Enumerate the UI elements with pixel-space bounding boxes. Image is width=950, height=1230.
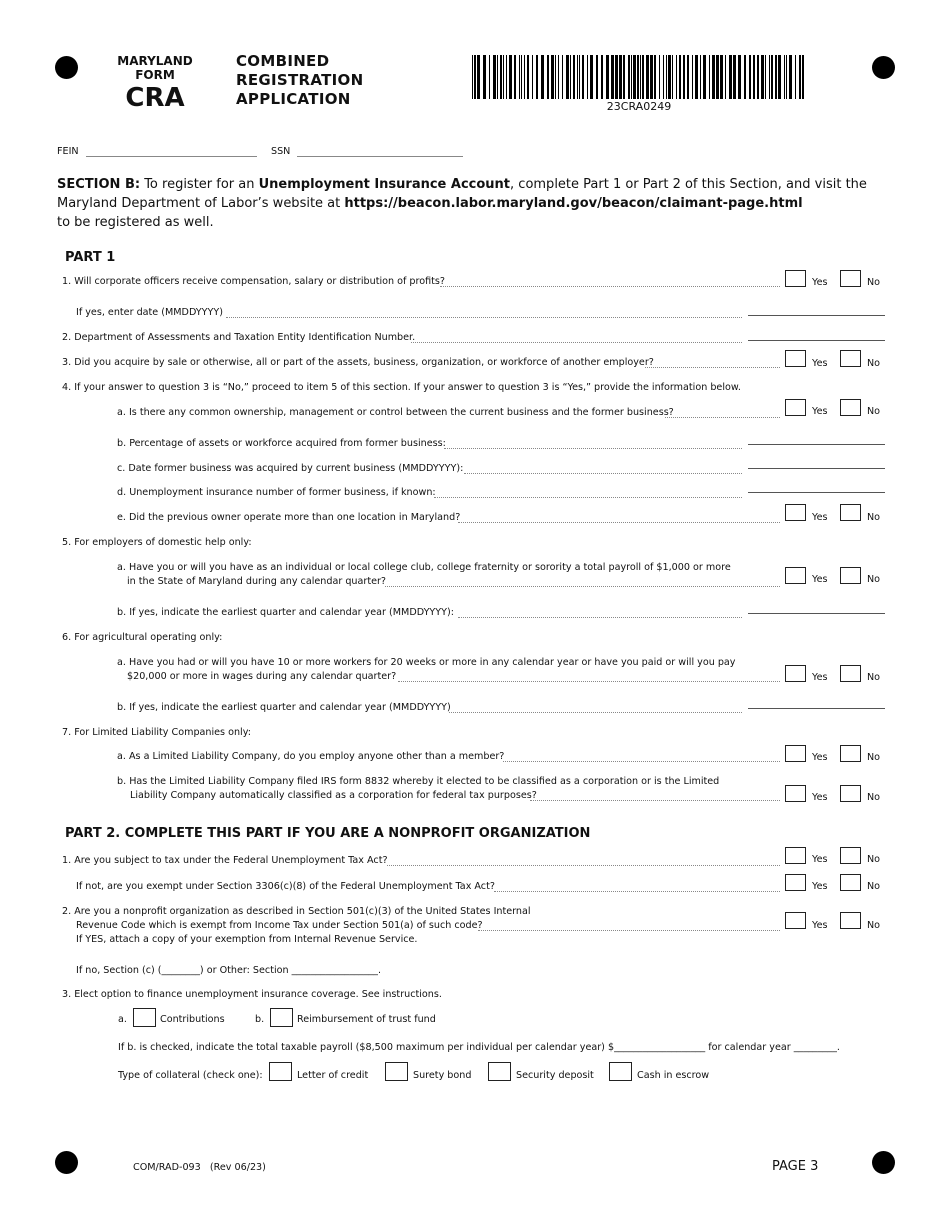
q6a-yes-checkbox[interactable] xyxy=(785,665,806,682)
q4e-yes-checkbox[interactable] xyxy=(785,504,806,521)
barcode-bar xyxy=(566,55,569,99)
barcode-bar xyxy=(555,55,556,99)
section-b-account: Unemployment Insurance Account xyxy=(258,177,511,192)
q7b-text-line-2: Liability Company automatically classified as a corporation for federal tax purposes? xyxy=(130,790,537,801)
option-b-letter: b. xyxy=(255,1014,265,1025)
section-b-intro xyxy=(57,175,917,232)
q4a-no-checkbox[interactable] xyxy=(840,399,861,416)
fein-field[interactable] xyxy=(86,156,257,157)
q7b-yes-checkbox[interactable] xyxy=(785,785,806,802)
no-label: No xyxy=(867,752,881,763)
barcode-bar xyxy=(765,55,766,99)
barcode-bar xyxy=(483,55,486,99)
q6-text: 6. For agricultural operating only: xyxy=(62,632,223,643)
contributions-label: Contributions xyxy=(160,1014,225,1025)
barcode-bar xyxy=(749,55,751,99)
barcode-bar xyxy=(799,55,801,99)
leader xyxy=(503,761,780,762)
leader xyxy=(444,448,742,449)
q4c-text: c. Date former business was acquired by current business (MMDDYYYY): xyxy=(117,463,464,474)
barcode-bar xyxy=(623,55,625,99)
security-deposit-label: Security deposit xyxy=(516,1070,594,1081)
barcode-bar xyxy=(687,55,689,99)
form-code: CRA xyxy=(125,83,185,113)
q4a-yes-checkbox[interactable] xyxy=(785,399,806,416)
no-label: No xyxy=(867,574,881,585)
leader xyxy=(530,800,780,801)
q6b-quarter-field[interactable] xyxy=(748,708,885,709)
labor-website-link[interactable]: https://beacon.labor.maryland.gov/beacon/claimant-page.html xyxy=(344,196,803,211)
barcode-bar xyxy=(666,55,667,99)
p2-q1-sub-no-checkbox[interactable] xyxy=(840,874,861,891)
q4c-date-field[interactable] xyxy=(748,468,885,469)
page-number: PAGE 3 xyxy=(772,1159,819,1174)
q2-text: 2. Department of Assessments and Taxation Entity Identification Number. xyxy=(62,332,416,343)
barcode-bar xyxy=(672,55,673,99)
q6a-text-line-1: a. Have you had or will you have 10 or more workers for 20 weeks or more in any calendar year or have you paid or will you pay xyxy=(117,657,736,668)
barcode-bar xyxy=(477,55,480,99)
q6a-no-checkbox[interactable] xyxy=(840,665,861,682)
barcode-bar xyxy=(582,55,584,99)
q4d-ui-number-field[interactable] xyxy=(748,492,885,493)
p2-q3-text: 3. Elect option to finance unemployment insurance coverage. See instructions. xyxy=(62,989,442,1000)
no-label: No xyxy=(867,792,881,803)
surety-bond-checkbox[interactable] xyxy=(385,1062,408,1081)
no-label: No xyxy=(867,406,881,417)
form-title-line-2: REGISTRATION xyxy=(236,71,364,89)
q7b-no-checkbox[interactable] xyxy=(840,785,861,802)
q7a-yes-checkbox[interactable] xyxy=(785,745,806,762)
q7a-no-checkbox[interactable] xyxy=(840,745,861,762)
form-revision: COM/RAD-093 (Rev 06/23) xyxy=(133,1162,266,1173)
collateral-label: Type of collateral (check one): xyxy=(118,1070,263,1081)
no-label: No xyxy=(867,854,881,865)
contributions-checkbox[interactable] xyxy=(133,1008,156,1027)
section-b-text: to be registered as well. xyxy=(57,215,214,230)
p2-q1-text: 1. Are you subject to tax under the Federal Unemployment Tax Act? xyxy=(62,855,388,866)
leader xyxy=(411,342,742,343)
barcode-bar xyxy=(761,55,764,99)
barcode-bar xyxy=(519,55,520,99)
leader xyxy=(494,891,780,892)
leader xyxy=(458,617,742,618)
barcode-bar xyxy=(541,55,544,99)
q6a-text-line-2: $20,000 or more in wages during any calendar quarter? xyxy=(127,671,397,682)
barcode-bar xyxy=(509,55,512,99)
barcode-bar xyxy=(640,55,641,99)
barcode-bar xyxy=(562,55,563,99)
yes-label: Yes xyxy=(812,854,828,865)
barcode-bar xyxy=(472,55,473,99)
barcode-bar xyxy=(771,55,773,99)
q4-text: 4. If your answer to question 3 is “No,” proceed to item 5 of this section. If your answer to question 3 is “Yes,” provide the information below. xyxy=(62,382,741,393)
registration-mark xyxy=(872,1151,895,1174)
barcode-bar xyxy=(536,55,538,99)
leader xyxy=(449,712,742,713)
barcode-bar xyxy=(729,55,732,99)
form-title-line-3: APPLICATION xyxy=(236,90,351,108)
barcode-bar xyxy=(786,55,787,99)
taxable-payroll-text: If b. is checked, indicate the total taxable payroll ($8,500 maximum per individual per calendar year) $___________________ for calendar year _________. xyxy=(118,1042,840,1053)
q7-text: 7. For Limited Liability Companies only: xyxy=(62,727,251,738)
barcode-bar xyxy=(663,55,664,99)
part1-title: PART 1 xyxy=(65,250,116,265)
leader xyxy=(645,367,780,368)
q5a-no-checkbox[interactable] xyxy=(840,567,861,584)
barcode-bar xyxy=(611,55,614,99)
q1-no-checkbox[interactable] xyxy=(840,270,861,287)
barcode-bar xyxy=(493,55,496,99)
barcode-bar xyxy=(503,55,504,99)
barcode-bar xyxy=(577,55,578,99)
barcode-bar xyxy=(676,55,677,99)
p2-q2-yes-checkbox[interactable] xyxy=(785,912,806,929)
barcode-bar xyxy=(558,55,559,99)
registration-mark xyxy=(55,1151,78,1174)
barcode-bar xyxy=(720,55,723,99)
no-label: No xyxy=(867,672,881,683)
barcode-bar xyxy=(753,55,755,99)
q4d-text: d. Unemployment insurance number of former business, if known: xyxy=(117,487,436,498)
barcode-bar xyxy=(590,55,593,99)
barcode-bar xyxy=(521,55,522,99)
cash-in-escrow-label: Cash in escrow xyxy=(637,1070,710,1081)
barcode-bar xyxy=(633,55,636,99)
barcode-bar xyxy=(474,55,476,99)
q7b-text-line-1: b. Has the Limited Liability Company filed IRS form 8832 whereby it elected to be classified as a corporation or is the Limited xyxy=(117,776,720,787)
reimbursement-checkbox[interactable] xyxy=(270,1008,293,1027)
q3-text: 3. Did you acquire by sale or otherwise, all or part of the assets, business, organization, or workforce of another employer? xyxy=(62,357,654,368)
barcode-bar xyxy=(615,55,618,99)
q5a-text-line-1: a. Have you or will you have as an individual or local college club, college fraternity or sorority a total payroll of $1,000 or more xyxy=(117,562,731,573)
barcode-bar xyxy=(679,55,681,99)
leader xyxy=(434,497,742,498)
registration-mark xyxy=(55,56,78,79)
yes-label: Yes xyxy=(812,512,828,523)
barcode-bar xyxy=(596,55,598,99)
barcode-bar xyxy=(716,55,719,99)
q4b-percentage-field[interactable] xyxy=(748,444,885,445)
yes-label: Yes xyxy=(812,277,828,288)
barcode-bar xyxy=(683,55,685,99)
q6b-text: b. If yes, indicate the earliest quarter and calendar year (MMDDYYYY) xyxy=(117,702,451,713)
barcode-bar xyxy=(506,55,507,99)
barcode-bar xyxy=(606,55,609,99)
yes-label: Yes xyxy=(812,672,828,683)
no-label: No xyxy=(867,512,881,523)
q1-date-text: If yes, enter date (MMDDYYYY) xyxy=(76,307,223,318)
barcode-bar xyxy=(489,55,490,99)
yes-label: Yes xyxy=(812,792,828,803)
q2-entity-id-field[interactable] xyxy=(748,340,885,341)
barcode-bar xyxy=(573,55,575,99)
leader xyxy=(665,417,780,418)
barcode-bar xyxy=(744,55,746,99)
section-b-label: SECTION B: xyxy=(57,177,141,192)
p2-q1-sub-text: If not, are you exempt under Section 3306(c)(8) of the Federal Unemployment Tax Act? xyxy=(76,881,495,892)
no-label: No xyxy=(867,881,881,892)
q5b-text: b. If yes, indicate the earliest quarter and calendar year (MMDDYYYY): xyxy=(117,607,454,618)
p2-q1-no-checkbox[interactable] xyxy=(840,847,861,864)
barcode-bar xyxy=(789,55,792,99)
q3-yes-checkbox[interactable] xyxy=(785,350,806,367)
barcode-bar xyxy=(757,55,759,99)
barcode-bar xyxy=(654,55,656,99)
barcode-bar xyxy=(659,55,660,99)
barcode-bar xyxy=(532,55,533,99)
barcode-bar xyxy=(646,55,649,99)
no-label: No xyxy=(867,358,881,369)
cash-in-escrow-checkbox[interactable] xyxy=(609,1062,632,1081)
fein-label: FEIN xyxy=(57,146,79,157)
leader xyxy=(387,865,780,866)
barcode-bar xyxy=(524,55,525,99)
ssn-label: SSN xyxy=(271,146,291,157)
option-a-letter: a. xyxy=(118,1014,127,1025)
barcode-bar xyxy=(637,55,639,99)
p2-q2-text-line-2: Revenue Code which is exempt from Income Tax under Section 501(a) of such code? xyxy=(76,920,483,931)
p2-q2-text-line-3: If YES, attach a copy of your exemption from Internal Revenue Service. xyxy=(76,934,418,945)
yes-label: Yes xyxy=(812,920,828,931)
barcode-text: 23CRA0249 xyxy=(606,100,672,113)
p2-q1-yes-checkbox[interactable] xyxy=(785,847,806,864)
barcode-bar xyxy=(587,55,588,99)
p2-q2-text-line-1: 2. Are you a nonprofit organization as described in Section 501(c)(3) of the United States Internal xyxy=(62,906,531,917)
barcode-bar xyxy=(527,55,529,99)
leader xyxy=(478,930,780,931)
barcode-bar xyxy=(795,55,796,99)
q7a-text: a. As a Limited Liability Company, do you employ anyone other than a member? xyxy=(117,751,505,762)
barcode-bar xyxy=(570,55,571,99)
barcode-bar xyxy=(703,55,706,99)
form-title-line-1: COMBINED xyxy=(236,52,330,70)
letter-of-credit-label: Letter of credit xyxy=(297,1070,369,1081)
barcode-bar xyxy=(514,55,516,99)
leader xyxy=(398,681,780,682)
barcode-bar xyxy=(650,55,653,99)
barcode-bar xyxy=(712,55,715,99)
q4e-text: e. Did the previous owner operate more than one location in Maryland? xyxy=(117,512,461,523)
q4b-text: b. Percentage of assets or workforce acquired from former business: xyxy=(117,438,446,449)
q4e-no-checkbox[interactable] xyxy=(840,504,861,521)
yes-label: Yes xyxy=(812,574,828,585)
barcode-bar xyxy=(775,55,777,99)
q5-text: 5. For employers of domestic help only: xyxy=(62,537,252,548)
q5a-yes-checkbox[interactable] xyxy=(785,567,806,584)
leader xyxy=(458,522,780,523)
q5b-quarter-field[interactable] xyxy=(748,613,885,614)
yes-label: Yes xyxy=(812,358,828,369)
leader xyxy=(226,317,742,318)
barcode-bar xyxy=(769,55,770,99)
q5a-text-line-2: in the State of Maryland during any calendar quarter? xyxy=(127,576,387,587)
part2-title: PART 2. COMPLETE THIS PART IF YOU ARE A NONPROFIT ORGANIZATION xyxy=(65,826,591,841)
section-b-text: , complete Part 1 or Part 2 of this Section, and visit the Maryland Department of Labor’s website at xyxy=(57,177,867,211)
barcode-bar xyxy=(628,55,630,99)
barcode-bar xyxy=(631,55,632,99)
p2-q2-no-section-text: If no, Section (c) (________) or Other: Section __________________. xyxy=(76,965,382,976)
barcode xyxy=(470,55,808,99)
barcode-bar xyxy=(784,55,785,99)
yes-label: Yes xyxy=(812,406,828,417)
registration-mark xyxy=(872,56,895,79)
q1-yes-checkbox[interactable] xyxy=(785,270,806,287)
barcode-bar xyxy=(668,55,671,99)
barcode-bar xyxy=(497,55,498,99)
no-label: No xyxy=(867,277,881,288)
leader xyxy=(385,586,780,587)
q4a-text: a. Is there any common ownership, management or control between the current business and the former business? xyxy=(117,407,674,418)
p2-q2-no-checkbox[interactable] xyxy=(840,912,861,929)
barcode-bar xyxy=(500,55,502,99)
ssn-field[interactable] xyxy=(297,156,463,157)
leader xyxy=(464,473,742,474)
barcode-bar xyxy=(778,55,781,99)
yes-label: Yes xyxy=(812,752,828,763)
barcode-bar xyxy=(802,55,804,99)
barcode-bar xyxy=(733,55,736,99)
q3-no-checkbox[interactable] xyxy=(840,350,861,367)
barcode-bar xyxy=(709,55,710,99)
no-label: No xyxy=(867,920,881,931)
leader xyxy=(440,286,780,287)
q1-text: 1. Will corporate officers receive compensation, salary or distribution of profits? xyxy=(62,276,446,287)
surety-bond-label: Surety bond xyxy=(413,1070,472,1081)
barcode-bar xyxy=(619,55,622,99)
letter-of-credit-checkbox[interactable] xyxy=(269,1062,292,1081)
security-deposit-checkbox[interactable] xyxy=(488,1062,511,1081)
barcode-bar xyxy=(695,55,698,99)
barcode-bar xyxy=(547,55,549,99)
barcode-bar xyxy=(725,55,726,99)
section-b-text: To register for an xyxy=(140,177,259,192)
barcode-bar xyxy=(551,55,554,99)
state-label: MARYLAND xyxy=(117,54,193,68)
barcode-bar xyxy=(692,55,693,99)
reimbursement-label: Reimbursement of trust fund xyxy=(297,1014,436,1025)
barcode-bar xyxy=(700,55,701,99)
barcode-bar xyxy=(738,55,741,99)
barcode-bar xyxy=(601,55,603,99)
barcode-bar xyxy=(642,55,644,99)
yes-label: Yes xyxy=(812,881,828,892)
form-word: FORM xyxy=(135,68,175,82)
q1-date-field[interactable] xyxy=(748,315,885,316)
p2-q1-sub-yes-checkbox[interactable] xyxy=(785,874,806,891)
barcode-bar xyxy=(579,55,580,99)
